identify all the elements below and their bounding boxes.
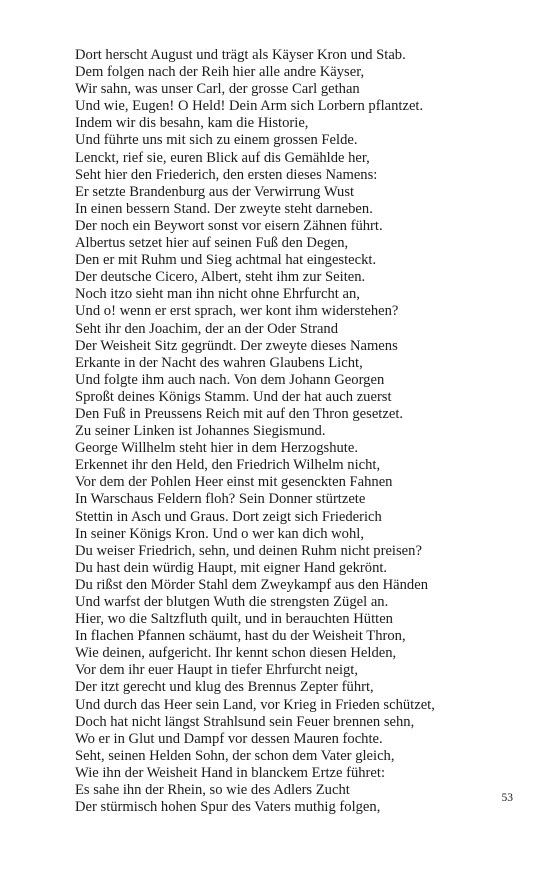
poem-line: Lenckt, rief sie, euren Blick auf dis Gemählde her, (75, 149, 370, 166)
poem-line: Und o! wenn er erst sprach, wer kont ihm widerstehen? (75, 303, 399, 320)
poem-line: Dem folgen nach der Reih hier alle andre Käyser, (75, 64, 365, 81)
poem-line: Und führte uns mit sich zu einem grossen Felde. (75, 132, 358, 149)
poem-line: In flachen Pfannen schäumt, hast du der Weisheit Thron, (75, 628, 406, 645)
poem-line: Der stürmisch hohen Spur des Vaters muthig folgen, (75, 799, 381, 816)
poem-line: In seiner Königs Kron. Und o wer kan dich wohl, (75, 525, 364, 542)
poem-line: Sproßt deines Königs Stamm. Und der hat auch zuerst (75, 388, 392, 405)
poem-line: Zu seiner Linken ist Johannes Siegismund. (75, 423, 326, 440)
poem-line: Der noch ein Beywort sonst vor eisern Zähnen führt. (75, 217, 383, 234)
poem-line: In einen bessern Stand. Der zweyte steht darneben. (75, 200, 373, 217)
poem-line: Doch hat nicht längst Strahlsund sein Feuer brennen sehn, (75, 713, 415, 730)
poem-line: Den Fuß in Preussens Reich mit auf den Thron gesetzet. (75, 405, 404, 422)
poem-line: Den er mit Ruhm und Sieg achtmal hat eingesteckt. (75, 252, 377, 269)
poem-line: Noch itzo sieht man ihn nicht ohne Ehrfurcht an, (75, 286, 360, 303)
poem-line: Hier, wo die Saltzfluth quilt, und in berauchten Hütten (75, 611, 393, 628)
poem-line: Erkennet ihr den Held, den Friedrich Wilhelm nicht, (75, 457, 381, 474)
page-number: 53 (501, 792, 513, 804)
poem-line: Der itzt gerecht und klug des Brennus Zepter führt, (75, 679, 374, 696)
poem-line: Du rißst den Mörder Stahl dem Zweykampf aus den Händen (75, 576, 429, 593)
poem-line: Stettin in Asch und Graus. Dort zeigt sich Friederich (75, 508, 382, 525)
poem-line: Du weiser Friedrich, sehn, und deinen Ruhm nicht preisen? (75, 542, 422, 559)
poem-line: Indem wir dis besahn, kam die Historie, (75, 115, 309, 132)
poem-line: Seht, seinen Helden Sohn, der schon dem Vater gleich, (75, 747, 395, 764)
poem-line: Der Weisheit Sitz gegründt. Der zweyte dieses Namens (75, 337, 398, 354)
poem-line: Seht hier den Friederich, den ersten dieses Namens: (75, 166, 378, 183)
poem-line: Wie ihn der Weisheit Hand in blanckem Ertze führet: (75, 764, 386, 781)
poem-line: Wir sahn, was unser Carl, der grosse Carl gethan (75, 81, 360, 98)
poem-line: Und durch das Heer sein Land, vor Krieg in Frieden schützet, (75, 696, 435, 713)
poem-line: Seht ihr den Joachim, der an der Oder Strand (75, 320, 339, 337)
poem-line: Es sahe ihn der Rhein, so wie des Adlers Zucht (75, 782, 350, 799)
poem-line: Wo er in Glut und Dampf vor dessen Mauren fochte. (75, 730, 383, 747)
poem-line: In Warschaus Feldern floh? Sein Donner stürtzete (75, 491, 366, 508)
poem-line: Vor dem ihr euer Haupt in tiefer Ehrfurcht neigt, (75, 662, 358, 679)
poem-line: Wie deinen, aufgericht. Ihr kennt schon diesen Helden, (75, 645, 397, 662)
poem-line: Und warfst der blutgen Wuth die strengsten Zügel an. (75, 594, 389, 610)
poem-line: Albertus setzet hier auf seinen Fuß den Degen, (75, 235, 349, 252)
poem-line: Dort herscht August und trägt als Käyser Kron und Stab. (75, 47, 406, 63)
poem-line: Du hast dein würdig Haupt, mit eigner Hand gekrönt. (75, 559, 388, 576)
poem-line: Der deutsche Cicero, Albert, steht ihm zur Seiten. (75, 269, 366, 286)
poem-line: Vor dem der Pohlen Heer einst mit gesenckten Fahnen (75, 474, 393, 491)
poem-line: Und folgte ihm auch nach. Von dem Johann Georgen (75, 371, 385, 388)
poem-text-block (75, 47, 515, 816)
poem-line: George Willhelm steht hier in dem Herzogshute. (75, 440, 358, 457)
poem-line: Erkante in der Nacht des wahren Glaubens Licht, (75, 354, 363, 371)
poem-line: Und wie, Eugen! O Held! Dein Arm sich Lorbern pflantzet. (75, 98, 424, 115)
poem-line: Er setzte Brandenburg aus der Verwirrung Wust (75, 183, 355, 200)
